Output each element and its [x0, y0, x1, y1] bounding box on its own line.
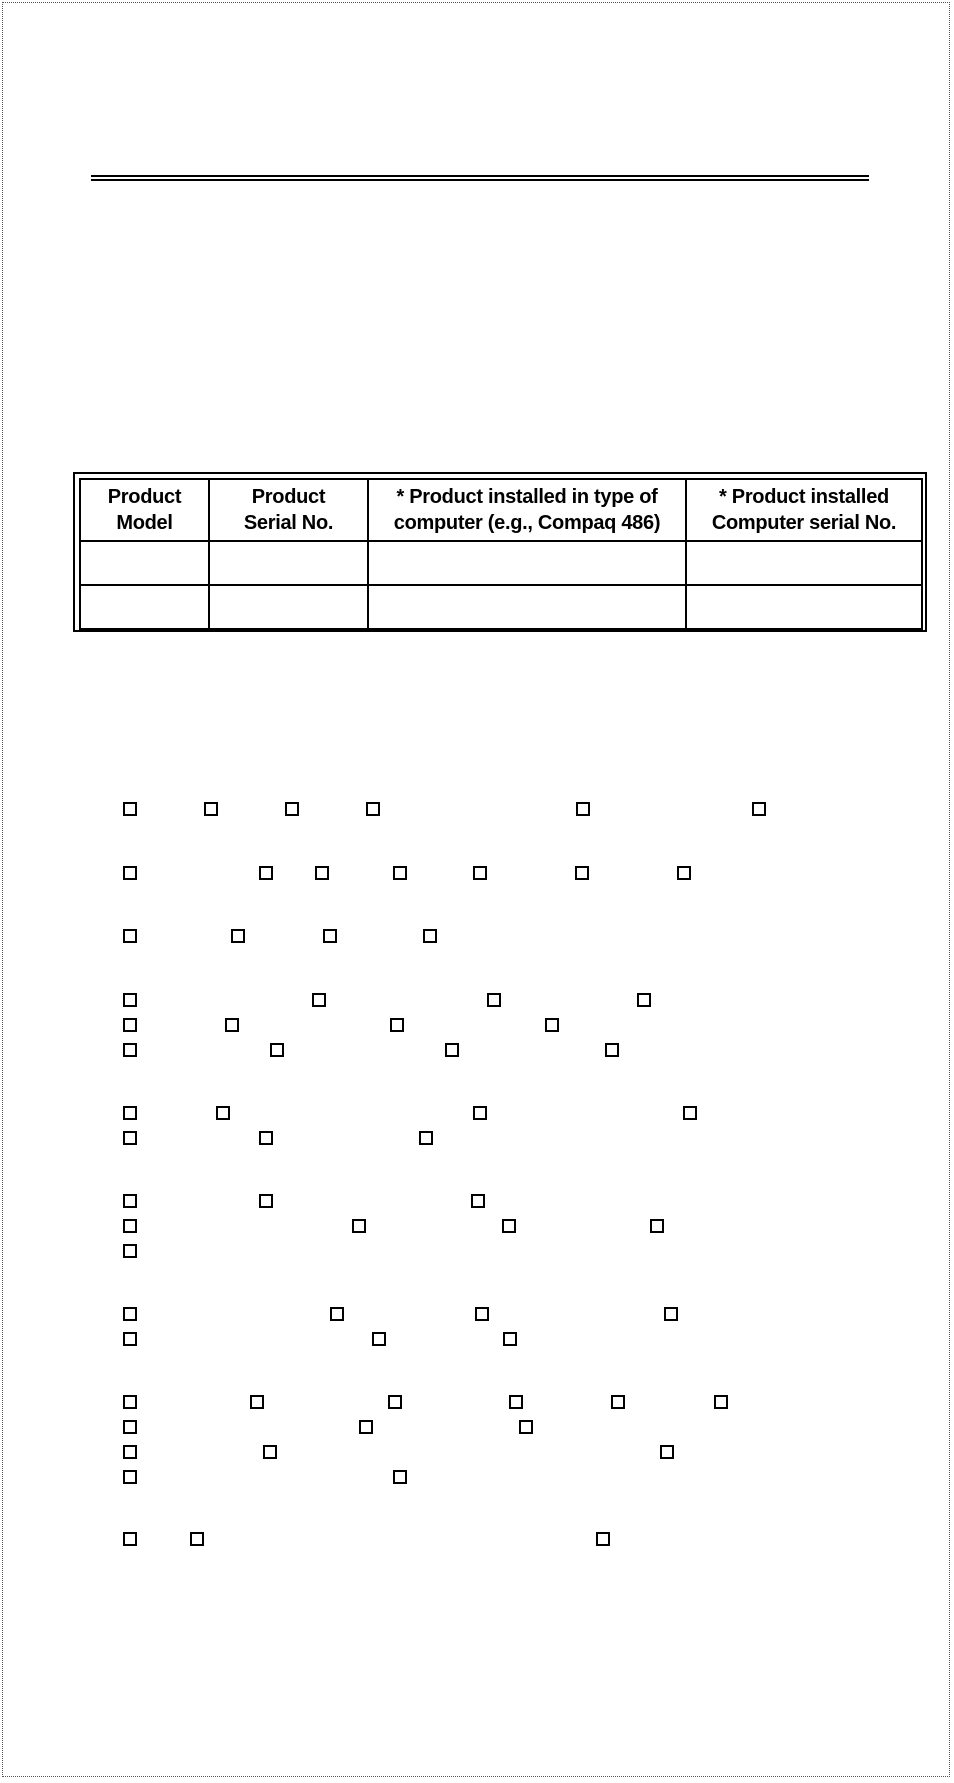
- checkbox[interactable]: [393, 1470, 407, 1484]
- checkbox[interactable]: [650, 1219, 664, 1233]
- checkbox[interactable]: [664, 1307, 678, 1321]
- checkbox[interactable]: [423, 929, 437, 943]
- input-cell[interactable]: [209, 541, 368, 585]
- checkbox[interactable]: [576, 802, 590, 816]
- checkbox[interactable]: [366, 802, 380, 816]
- checkbox[interactable]: [312, 993, 326, 1007]
- checkbox[interactable]: [259, 1194, 273, 1208]
- checkbox[interactable]: [204, 802, 218, 816]
- checkbox[interactable]: [250, 1395, 264, 1409]
- checkbox[interactable]: [123, 1307, 137, 1321]
- checkbox[interactable]: [752, 802, 766, 816]
- checkbox[interactable]: [359, 1420, 373, 1434]
- checkbox[interactable]: [123, 1420, 137, 1434]
- checkbox[interactable]: [596, 1532, 610, 1546]
- checkbox[interactable]: [352, 1219, 366, 1233]
- checkbox[interactable]: [390, 1018, 404, 1032]
- checkbox[interactable]: [123, 1194, 137, 1208]
- table-row: [80, 585, 922, 629]
- checkbox[interactable]: [190, 1532, 204, 1546]
- title-double-rule: [91, 175, 869, 181]
- checkbox[interactable]: [270, 1043, 284, 1057]
- checkbox[interactable]: [123, 1043, 137, 1057]
- checkbox[interactable]: [473, 866, 487, 880]
- checkbox[interactable]: [263, 1445, 277, 1459]
- checkbox[interactable]: [123, 1106, 137, 1120]
- checkbox[interactable]: [605, 1043, 619, 1057]
- checkbox[interactable]: [216, 1106, 230, 1120]
- checkbox[interactable]: [714, 1395, 728, 1409]
- checkbox[interactable]: [123, 802, 137, 816]
- checkbox[interactable]: [660, 1445, 674, 1459]
- checkbox[interactable]: [519, 1420, 533, 1434]
- checkbox[interactable]: [123, 1131, 137, 1145]
- checkbox[interactable]: [123, 1470, 137, 1484]
- input-cell[interactable]: [686, 585, 922, 629]
- checkbox[interactable]: [637, 993, 651, 1007]
- checkbox[interactable]: [259, 866, 273, 880]
- checkbox[interactable]: [471, 1194, 485, 1208]
- checkbox[interactable]: [419, 1131, 433, 1145]
- header-computer-type: * Product installed in type of computer (e.g., Compaq 486): [368, 479, 686, 541]
- checkbox[interactable]: [502, 1219, 516, 1233]
- input-cell[interactable]: [368, 541, 686, 585]
- checkbox[interactable]: [123, 993, 137, 1007]
- input-cell[interactable]: [209, 585, 368, 629]
- checkbox[interactable]: [123, 1219, 137, 1233]
- checkbox[interactable]: [315, 866, 329, 880]
- checkbox[interactable]: [393, 866, 407, 880]
- input-cell[interactable]: [686, 541, 922, 585]
- checkbox[interactable]: [509, 1395, 523, 1409]
- checkbox[interactable]: [285, 802, 299, 816]
- header-product-serial: Product Serial No.: [209, 479, 368, 541]
- checkbox[interactable]: [475, 1307, 489, 1321]
- checkbox[interactable]: [123, 866, 137, 880]
- checkbox[interactable]: [123, 1018, 137, 1032]
- checkbox[interactable]: [683, 1106, 697, 1120]
- input-cell[interactable]: [80, 585, 209, 629]
- checkbox[interactable]: [231, 929, 245, 943]
- checkbox[interactable]: [372, 1332, 386, 1346]
- checkbox[interactable]: [487, 993, 501, 1007]
- checkbox[interactable]: [323, 929, 337, 943]
- input-cell[interactable]: [80, 541, 209, 585]
- checkbox[interactable]: [225, 1018, 239, 1032]
- form-page: [2, 2, 950, 1777]
- checkbox[interactable]: [677, 866, 691, 880]
- checkbox[interactable]: [123, 929, 137, 943]
- checkbox[interactable]: [473, 1106, 487, 1120]
- input-cell[interactable]: [368, 585, 686, 629]
- checkbox[interactable]: [123, 1445, 137, 1459]
- header-product-model: Product Model: [80, 479, 209, 541]
- checkbox[interactable]: [259, 1131, 273, 1145]
- checkbox[interactable]: [575, 866, 589, 880]
- checkbox[interactable]: [388, 1395, 402, 1409]
- checkbox[interactable]: [445, 1043, 459, 1057]
- header-computer-serial: * Product installed Computer serial No.: [686, 479, 922, 541]
- checkbox[interactable]: [123, 1332, 137, 1346]
- table-header-row: [80, 479, 922, 541]
- checkbox[interactable]: [503, 1332, 517, 1346]
- checkbox[interactable]: [123, 1244, 137, 1258]
- table-row: [80, 541, 922, 585]
- checkbox[interactable]: [330, 1307, 344, 1321]
- checkbox[interactable]: [123, 1395, 137, 1409]
- checkbox[interactable]: [611, 1395, 625, 1409]
- checkbox[interactable]: [545, 1018, 559, 1032]
- registration-table: [79, 478, 923, 630]
- checkbox[interactable]: [123, 1532, 137, 1546]
